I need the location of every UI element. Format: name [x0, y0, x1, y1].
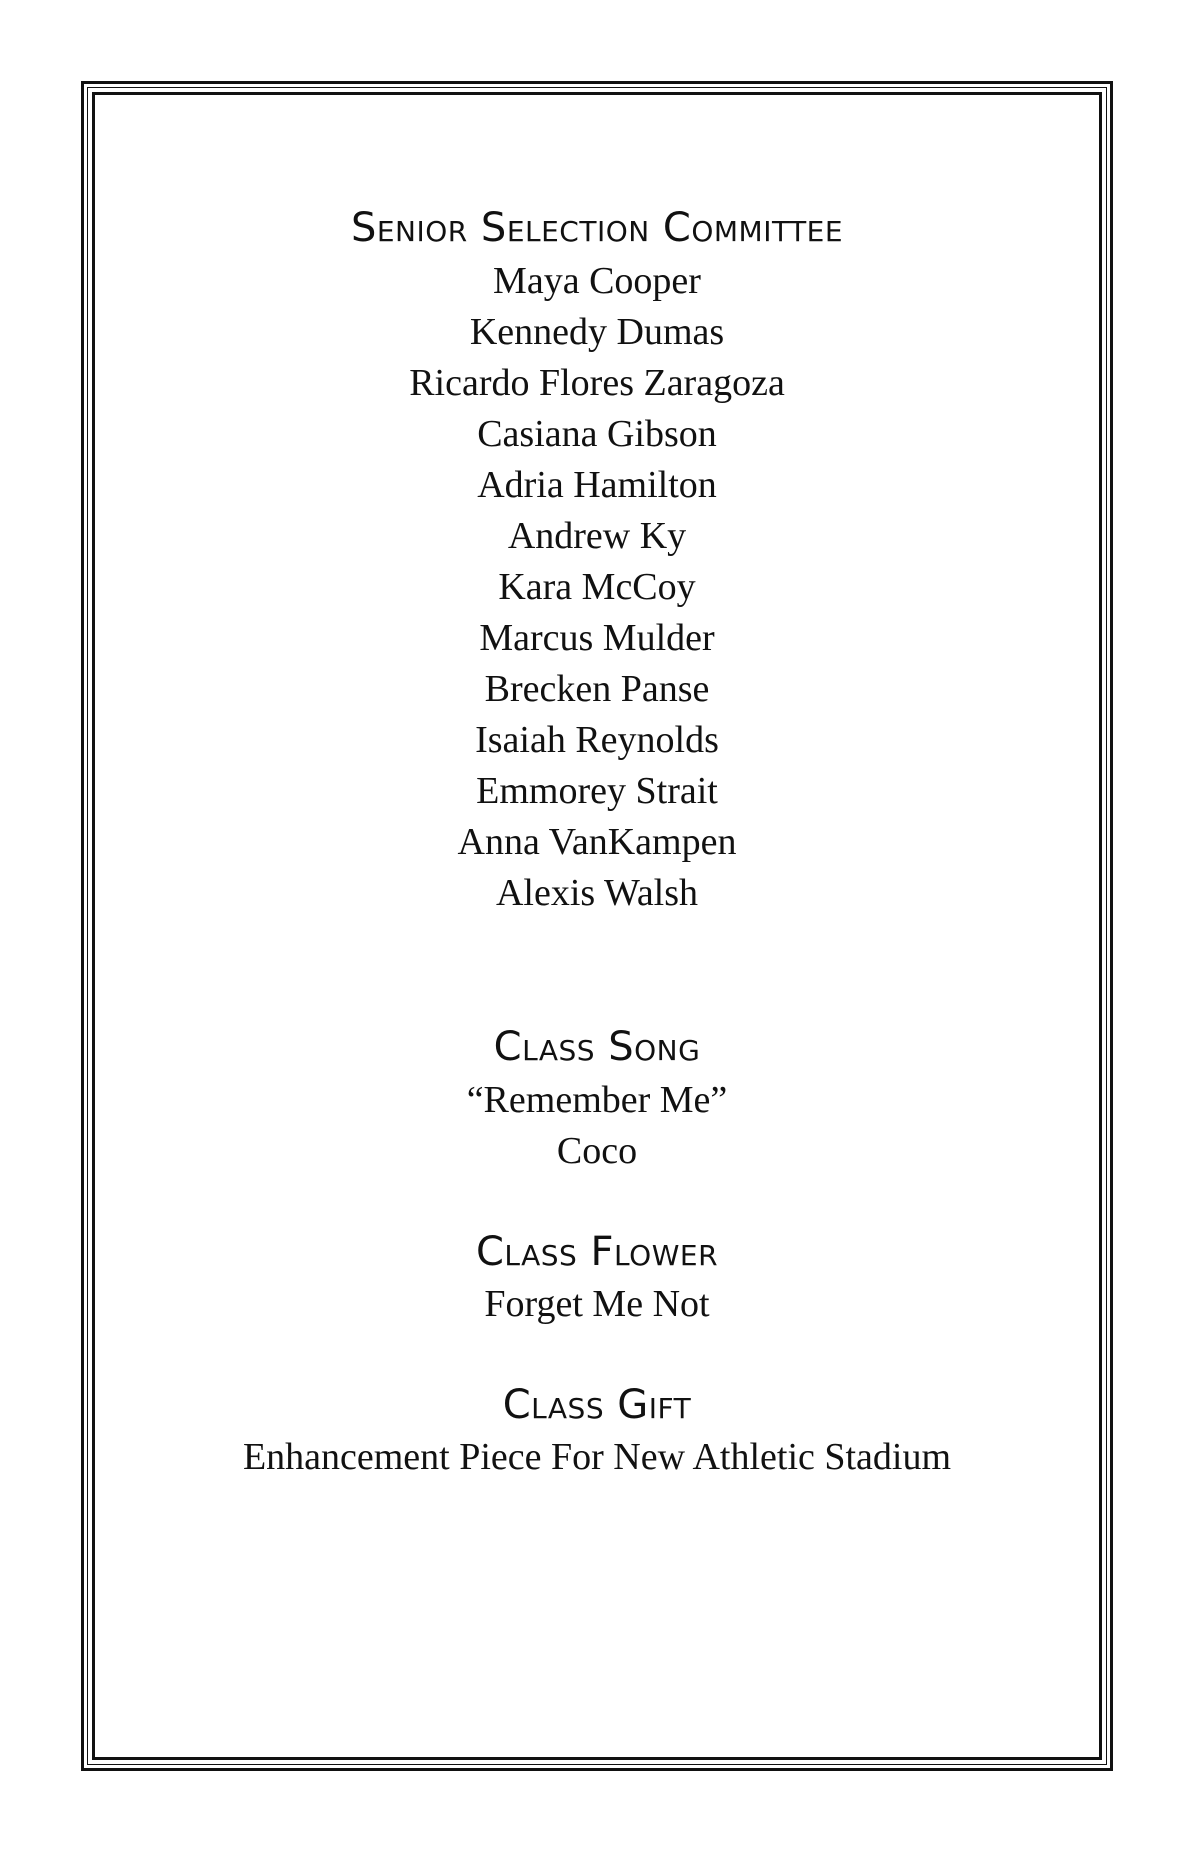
class-song-source: Coco: [556, 1130, 638, 1172]
class-flower-name: Forget Me Not: [484, 1283, 710, 1325]
committee-member: Kara McCoy: [498, 566, 696, 608]
committee-member: Kennedy Dumas: [469, 311, 725, 353]
committee-member: Emmorey Strait: [476, 770, 718, 812]
class-gift-heading: Class Gift: [502, 1382, 692, 1428]
committee-member: Maya Cooper: [493, 260, 701, 302]
committee-member: Marcus Mulder: [479, 617, 715, 659]
committee-member: Andrew Ky: [507, 515, 687, 557]
committee-member: Ricardo Flores Zaragoza: [409, 362, 785, 404]
class-song-title: “Remember Me”: [466, 1079, 728, 1121]
committee-member: Isaiah Reynolds: [475, 719, 719, 761]
committee-member: Adria Hamilton: [477, 464, 717, 506]
committee-heading: Senior Selection Committee: [350, 205, 844, 251]
committee-member: Brecken Panse: [484, 668, 710, 710]
committee-member: Anna VanKampen: [457, 821, 737, 863]
class-gift-description: Enhancement Piece For New Athletic Stadium: [242, 1436, 952, 1478]
class-song-heading: Class Song: [493, 1024, 701, 1070]
committee-member: Casiana Gibson: [477, 413, 717, 455]
committee-member: Alexis Walsh: [495, 872, 699, 914]
class-flower-heading: Class Flower: [475, 1229, 719, 1275]
